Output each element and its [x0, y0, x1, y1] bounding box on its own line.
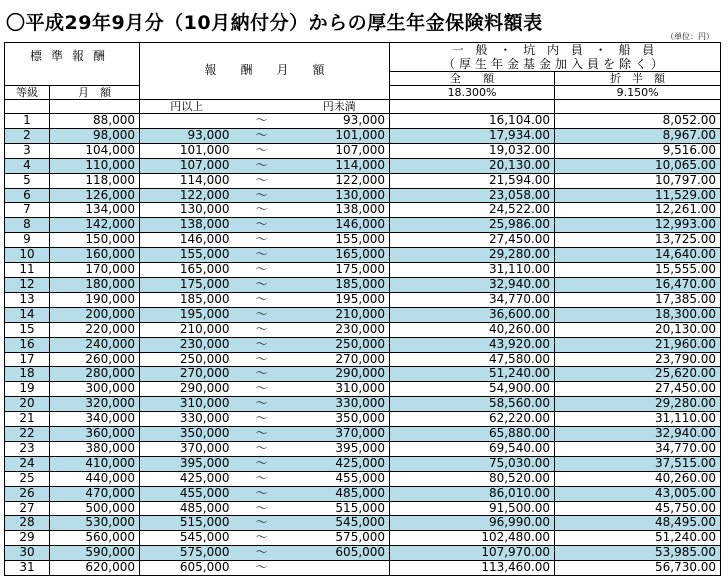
range-from-cell: 230,000 — [140, 337, 234, 352]
standard-monthly-cell: 340,000 — [50, 412, 140, 427]
half-amount-cell: 12,261.00 — [555, 203, 721, 218]
range-to-cell: 130,000 — [290, 188, 390, 203]
range-to-cell — [290, 561, 390, 576]
range-from-cell: 485,000 — [140, 501, 234, 516]
range-from-cell — [140, 114, 234, 129]
page-title: 〇平成29年9月分（10月納付分）からの厚生年金保険料額表 — [6, 12, 543, 34]
full-amount-cell: 80,520.00 — [390, 471, 555, 486]
range-to-cell: 575,000 — [290, 531, 390, 546]
range-from-cell: 138,000 — [140, 218, 234, 233]
full-amount-cell: 91,500.00 — [390, 501, 555, 516]
half-amount-cell: 13,725.00 — [555, 233, 721, 248]
range-tilde: ～ — [234, 352, 290, 367]
full-amount-cell: 19,032.00 — [390, 143, 555, 158]
full-amount-cell: 23,058.00 — [390, 188, 555, 203]
range-from-cell: 605,000 — [140, 561, 234, 576]
table-row — [5, 143, 721, 158]
range-tilde: ～ — [234, 158, 290, 173]
range-tilde: ～ — [234, 367, 290, 382]
range-from-cell: 107,000 — [140, 158, 234, 173]
standard-monthly-cell: 470,000 — [50, 486, 140, 501]
range-to-cell: 545,000 — [290, 516, 390, 531]
full-amount-cell: 24,522.00 — [390, 203, 555, 218]
range-to-cell: 370,000 — [290, 427, 390, 442]
table-row — [5, 173, 721, 188]
table-row — [5, 322, 721, 337]
full-amount-cell: 43,920.00 — [390, 337, 555, 352]
standard-monthly-cell: 126,000 — [50, 188, 140, 203]
grade-cell: 22 — [5, 427, 50, 442]
half-amount-cell: 32,940.00 — [555, 427, 721, 442]
table-row — [5, 561, 721, 576]
half-amount-cell: 10,797.00 — [555, 173, 721, 188]
table-row — [5, 427, 721, 442]
range-to-cell: 155,000 — [290, 233, 390, 248]
range-tilde: ～ — [234, 277, 290, 292]
table-row — [5, 128, 721, 143]
range-from-cell: 185,000 — [140, 292, 234, 307]
table-row — [5, 412, 721, 427]
unit-note: （単位：円） — [666, 32, 714, 41]
standard-monthly-cell: 180,000 — [50, 277, 140, 292]
range-tilde: ～ — [234, 307, 290, 322]
half-amount-cell: 14,640.00 — [555, 248, 721, 263]
range-from-cell: 310,000 — [140, 397, 234, 412]
full-amount-cell: 65,880.00 — [390, 427, 555, 442]
range-tilde: ～ — [234, 263, 290, 278]
range-tilde: ～ — [234, 471, 290, 486]
table-row — [5, 203, 721, 218]
range-to-cell: 175,000 — [290, 263, 390, 278]
range-from-cell: 130,000 — [140, 203, 234, 218]
grade-cell: 26 — [5, 486, 50, 501]
table-row — [5, 486, 721, 501]
standard-monthly-cell: 500,000 — [50, 501, 140, 516]
grade-cell: 27 — [5, 501, 50, 516]
full-amount-cell: 32,940.00 — [390, 277, 555, 292]
range-to-cell: 310,000 — [290, 382, 390, 397]
range-to-cell: 425,000 — [290, 456, 390, 471]
standard-monthly-cell: 530,000 — [50, 516, 140, 531]
grade-cell: 31 — [5, 561, 50, 576]
range-to-cell: 290,000 — [290, 367, 390, 382]
range-from-cell: 425,000 — [140, 471, 234, 486]
half-amount-cell: 25,620.00 — [555, 367, 721, 382]
grade-cell: 6 — [5, 188, 50, 203]
standard-monthly-cell: 110,000 — [50, 158, 140, 173]
to-label: 円未満 — [290, 100, 390, 114]
range-to-cell: 107,000 — [290, 143, 390, 158]
range-from-cell: 370,000 — [140, 441, 234, 456]
range-to-cell: 515,000 — [290, 501, 390, 516]
table-row — [5, 218, 721, 233]
half-amount-cell: 43,005.00 — [555, 486, 721, 501]
half-amount-cell: 20,130.00 — [555, 322, 721, 337]
range-to-cell: 122,000 — [290, 173, 390, 188]
standard-monthly-cell: 170,000 — [50, 263, 140, 278]
half-amount-cell: 53,985.00 — [555, 546, 721, 561]
standard-monthly-cell: 118,000 — [50, 173, 140, 188]
range-tilde: ～ — [234, 382, 290, 397]
full-amount-cell: 54,900.00 — [390, 382, 555, 397]
range-tilde: ～ — [234, 427, 290, 442]
range-from-cell: 515,000 — [140, 516, 234, 531]
range-to-cell: 330,000 — [290, 397, 390, 412]
range-from-cell: 455,000 — [140, 486, 234, 501]
table-row — [5, 441, 721, 456]
table-row — [5, 367, 721, 382]
grade-cell: 14 — [5, 307, 50, 322]
table-row — [5, 456, 721, 471]
range-from-cell: 146,000 — [140, 233, 234, 248]
half-amount-cell: 8,052.00 — [555, 114, 721, 129]
full-amount-cell: 21,594.00 — [390, 173, 555, 188]
full-amount-cell: 113,460.00 — [390, 561, 555, 576]
standard-monthly-cell: 134,000 — [50, 203, 140, 218]
standard-monthly-cell: 300,000 — [50, 382, 140, 397]
range-from-cell: 165,000 — [140, 263, 234, 278]
standard-monthly-cell: 560,000 — [50, 531, 140, 546]
grade-cell: 9 — [5, 233, 50, 248]
half-amount-cell: 10,065.00 — [555, 158, 721, 173]
range-from-cell: 395,000 — [140, 456, 234, 471]
range-tilde: ～ — [234, 322, 290, 337]
half-amount-cell: 9,516.00 — [555, 143, 721, 158]
table-row — [5, 248, 721, 263]
full-amount-cell: 58,560.00 — [390, 397, 555, 412]
standard-monthly-cell: 104,000 — [50, 143, 140, 158]
grade-cell: 1 — [5, 114, 50, 129]
range-tilde: ～ — [234, 441, 290, 456]
grade-cell: 24 — [5, 456, 50, 471]
range-to-cell: 250,000 — [290, 337, 390, 352]
full-amount-cell: 36,600.00 — [390, 307, 555, 322]
full-amount-cell: 62,220.00 — [390, 412, 555, 427]
half-amount-cell: 56,730.00 — [555, 561, 721, 576]
half-amount-cell: 23,790.00 — [555, 352, 721, 367]
grade-cell: 12 — [5, 277, 50, 292]
standard-monthly-cell: 240,000 — [50, 337, 140, 352]
range-to-cell: 93,000 — [290, 114, 390, 129]
grade-cell: 15 — [5, 322, 50, 337]
full-amount-cell: 69,540.00 — [390, 441, 555, 456]
premium-table — [4, 42, 721, 576]
range-tilde: ～ — [234, 203, 290, 218]
table-row — [5, 263, 721, 278]
table-row — [5, 382, 721, 397]
range-tilde: ～ — [234, 486, 290, 501]
range-tilde: ～ — [234, 218, 290, 233]
range-tilde: ～ — [234, 546, 290, 561]
range-from-cell: 155,000 — [140, 248, 234, 263]
full-amount-cell: 107,970.00 — [390, 546, 555, 561]
range-from-cell: 350,000 — [140, 427, 234, 442]
full-amount-cell: 51,240.00 — [390, 367, 555, 382]
full-rate: 18.300% — [390, 86, 555, 100]
range-from-cell: 250,000 — [140, 352, 234, 367]
half-amount-cell: 12,993.00 — [555, 218, 721, 233]
range-from-cell: 270,000 — [140, 367, 234, 382]
full-amount-cell: 75,030.00 — [390, 456, 555, 471]
grade-cell: 8 — [5, 218, 50, 233]
standard-monthly-cell: 410,000 — [50, 456, 140, 471]
grade-cell: 13 — [5, 292, 50, 307]
half-amount-cell: 37,515.00 — [555, 456, 721, 471]
full-amount-cell: 27,450.00 — [390, 233, 555, 248]
range-to-cell: 230,000 — [290, 322, 390, 337]
table-row — [5, 114, 721, 129]
half-amount-cell: 18,300.00 — [555, 307, 721, 322]
range-to-cell: 455,000 — [290, 471, 390, 486]
range-tilde: ～ — [234, 233, 290, 248]
full-amount-cell: 31,110.00 — [390, 263, 555, 278]
range-to-cell: 350,000 — [290, 412, 390, 427]
range-from-cell: 114,000 — [140, 173, 234, 188]
range-tilde: ～ — [234, 397, 290, 412]
half-amount-header: 折 半 額 — [555, 72, 721, 86]
half-amount-cell: 8,967.00 — [555, 128, 721, 143]
category-header: 一 般 ・ 坑 内 員 ・ 船 員 （厚生年金基金加入員を除く） — [390, 43, 721, 72]
half-amount-cell: 17,385.00 — [555, 292, 721, 307]
full-amount-cell: 34,770.00 — [390, 292, 555, 307]
half-amount-cell: 31,110.00 — [555, 412, 721, 427]
table-row — [5, 352, 721, 367]
range-tilde: ～ — [234, 516, 290, 531]
full-amount-cell: 29,280.00 — [390, 248, 555, 263]
grade-cell: 28 — [5, 516, 50, 531]
full-amount-cell: 25,986.00 — [390, 218, 555, 233]
range-to-cell: 101,000 — [290, 128, 390, 143]
range-to-cell: 210,000 — [290, 307, 390, 322]
range-from-cell: 290,000 — [140, 382, 234, 397]
standard-monthly-cell: 190,000 — [50, 292, 140, 307]
half-amount-cell: 16,470.00 — [555, 277, 721, 292]
standard-monthly-cell: 260,000 — [50, 352, 140, 367]
from-label: 円以上 — [140, 100, 234, 114]
range-to-cell: 146,000 — [290, 218, 390, 233]
grade-cell: 3 — [5, 143, 50, 158]
range-tilde: ～ — [234, 456, 290, 471]
standard-monthly-cell: 280,000 — [50, 367, 140, 382]
range-tilde: ～ — [234, 114, 290, 129]
grade-cell: 23 — [5, 441, 50, 456]
grade-cell: 11 — [5, 263, 50, 278]
table-row — [5, 307, 721, 322]
range-to-cell: 605,000 — [290, 546, 390, 561]
range-tilde: ～ — [234, 531, 290, 546]
half-amount-cell: 27,450.00 — [555, 382, 721, 397]
table-row — [5, 337, 721, 352]
standard-monthly-cell: 440,000 — [50, 471, 140, 486]
full-amount-cell: 17,934.00 — [390, 128, 555, 143]
full-amount-cell: 102,480.00 — [390, 531, 555, 546]
half-amount-cell: 21,960.00 — [555, 337, 721, 352]
range-tilde: ～ — [234, 143, 290, 158]
grade-cell: 16 — [5, 337, 50, 352]
grade-cell: 4 — [5, 158, 50, 173]
range-tilde: ～ — [234, 292, 290, 307]
range-to-cell: 270,000 — [290, 352, 390, 367]
range-tilde: ～ — [234, 173, 290, 188]
full-amount-cell: 96,990.00 — [390, 516, 555, 531]
range-tilde: ～ — [234, 128, 290, 143]
range-to-cell: 114,000 — [290, 158, 390, 173]
standard-monthly-cell: 220,000 — [50, 322, 140, 337]
range-from-cell: 175,000 — [140, 277, 234, 292]
standard-monthly-cell: 98,000 — [50, 128, 140, 143]
full-amount-cell: 86,010.00 — [390, 486, 555, 501]
half-amount-cell: 29,280.00 — [555, 397, 721, 412]
grade-cell: 18 — [5, 367, 50, 382]
half-amount-cell: 34,770.00 — [555, 441, 721, 456]
half-rate: 9.150% — [555, 86, 721, 100]
standard-monthly-cell: 160,000 — [50, 248, 140, 263]
grade-cell: 17 — [5, 352, 50, 367]
standard-monthly-cell: 150,000 — [50, 233, 140, 248]
full-amount-cell: 20,130.00 — [390, 158, 555, 173]
range-from-cell: 101,000 — [140, 143, 234, 158]
half-amount-cell: 11,529.00 — [555, 188, 721, 203]
table-row — [5, 516, 721, 531]
grade-cell: 19 — [5, 382, 50, 397]
range-from-cell: 330,000 — [140, 412, 234, 427]
range-to-cell: 165,000 — [290, 248, 390, 263]
table-row — [5, 471, 721, 486]
table-row — [5, 501, 721, 516]
grade-cell: 2 — [5, 128, 50, 143]
range-from-cell: 93,000 — [140, 128, 234, 143]
range-tilde: ～ — [234, 337, 290, 352]
standard-monthly-cell: 88,000 — [50, 114, 140, 129]
grade-cell: 7 — [5, 203, 50, 218]
table-row — [5, 397, 721, 412]
table-row — [5, 531, 721, 546]
standard-header: 標準報酬 — [5, 43, 140, 72]
range-tilde: ～ — [234, 501, 290, 516]
grade-cell: 30 — [5, 546, 50, 561]
range-tilde: ～ — [234, 248, 290, 263]
range-from-cell: 545,000 — [140, 531, 234, 546]
grade-cell: 25 — [5, 471, 50, 486]
grade-cell: 29 — [5, 531, 50, 546]
full-amount-cell: 16,104.00 — [390, 114, 555, 129]
grade-cell: 5 — [5, 173, 50, 188]
half-amount-cell: 48,495.00 — [555, 516, 721, 531]
standard-monthly-cell: 590,000 — [50, 546, 140, 561]
range-tilde: ～ — [234, 188, 290, 203]
range-from-cell: 575,000 — [140, 546, 234, 561]
range-to-cell: 395,000 — [290, 441, 390, 456]
half-amount-cell: 45,750.00 — [555, 501, 721, 516]
half-amount-cell: 51,240.00 — [555, 531, 721, 546]
grade-header: 等級 — [5, 86, 50, 100]
table-row — [5, 158, 721, 173]
table-row — [5, 277, 721, 292]
remuneration-header: 報 酬 月 額 — [140, 43, 390, 100]
standard-monthly-cell: 360,000 — [50, 427, 140, 442]
standard-monthly-cell: 200,000 — [50, 307, 140, 322]
range-from-cell: 195,000 — [140, 307, 234, 322]
table-row — [5, 188, 721, 203]
table-row — [5, 233, 721, 248]
half-amount-cell: 15,555.00 — [555, 263, 721, 278]
range-tilde: ～ — [234, 561, 290, 576]
grade-cell: 21 — [5, 412, 50, 427]
grade-cell: 10 — [5, 248, 50, 263]
range-tilde: ～ — [234, 412, 290, 427]
range-to-cell: 195,000 — [290, 292, 390, 307]
range-to-cell: 485,000 — [290, 486, 390, 501]
range-from-cell: 210,000 — [140, 322, 234, 337]
range-to-cell: 185,000 — [290, 277, 390, 292]
table-row — [5, 292, 721, 307]
full-amount-cell: 40,260.00 — [390, 322, 555, 337]
range-to-cell: 138,000 — [290, 203, 390, 218]
standard-monthly-cell: 142,000 — [50, 218, 140, 233]
monthly-header: 月 額 — [50, 86, 140, 100]
grade-cell: 20 — [5, 397, 50, 412]
standard-monthly-cell: 320,000 — [50, 397, 140, 412]
standard-monthly-cell: 380,000 — [50, 441, 140, 456]
table-row — [5, 546, 721, 561]
standard-monthly-cell: 620,000 — [50, 561, 140, 576]
range-from-cell: 122,000 — [140, 188, 234, 203]
half-amount-cell: 40,260.00 — [555, 471, 721, 486]
full-amount-cell: 47,580.00 — [390, 352, 555, 367]
full-amount-header: 全 額 — [390, 72, 555, 86]
